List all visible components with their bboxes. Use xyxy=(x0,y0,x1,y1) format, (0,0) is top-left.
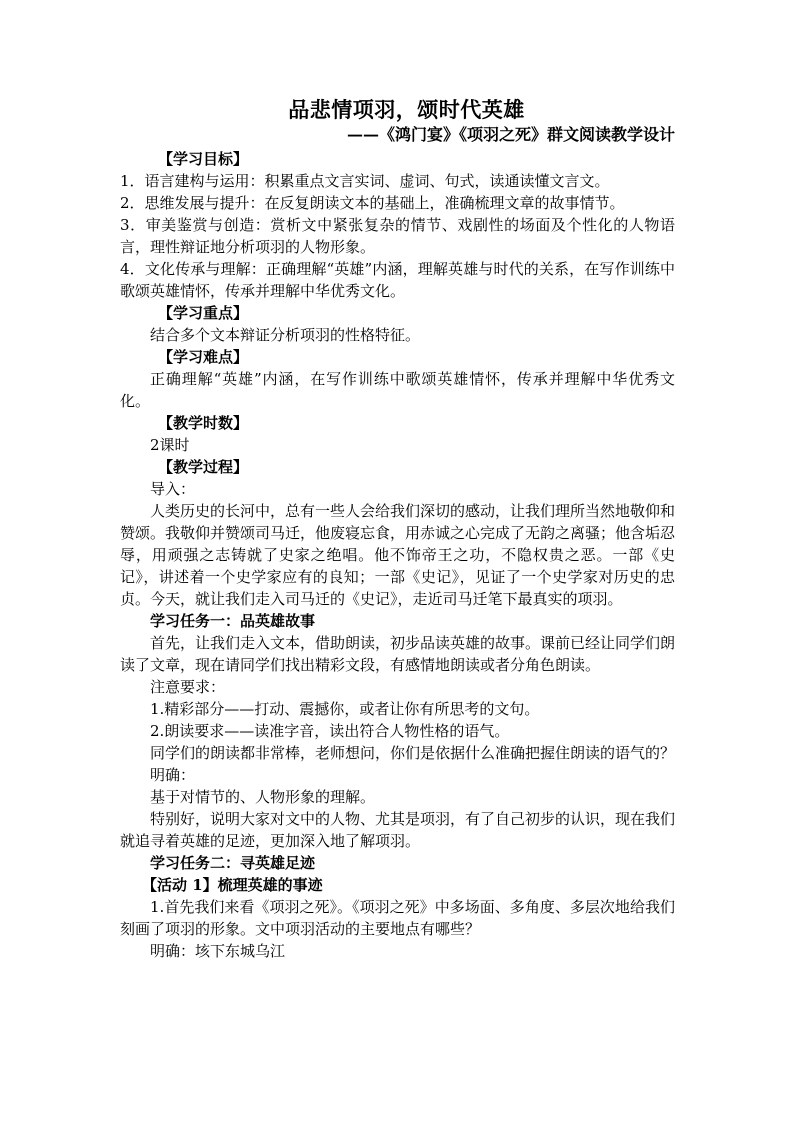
goal-item: 3．审美鉴赏与创造：赏析文中紧张复杂的情节、戏剧性的场面及个性化的人物语言，理性辩证地分析项羽的人物形象。 xyxy=(120,216,675,256)
key-heading: 【学习重点】 xyxy=(158,304,249,322)
task1-text: 首先，让我们走入文本，借助朗读，初步品读英雄的故事。课前已经让同学们朗读了文章，现在请同学们找出精彩文段，有感情地朗读或者分角色朗读。 xyxy=(120,634,676,674)
notice-item: 2.朗读要求——读准字音，读出符合人物性格的语气。 xyxy=(150,722,510,740)
activity1-text: 1.首先我们来看《项羽之死》。《项羽之死》中多场面、多角度、多层次地给我们刻画了项羽的形象。文中项羽活动的主要地点有哪些？ xyxy=(120,898,675,938)
goal-item: 1．语言建构与运用：积累重点文言实词、虚词、句式，读通读懂文言文。 xyxy=(120,172,610,190)
page-subtitle: ——《鸿门宴》《项羽之死》群文阅读教学设计 xyxy=(346,125,675,144)
difficulty-text: 正确理解“英雄”内涵，在写作训练中歌颂英雄情怀，传承并理解中华优秀文化。 xyxy=(120,370,675,410)
question-text: 同学们的朗读都非常棒，老师想问，你们是依据什么准确把握住朗读的语气的？ xyxy=(150,744,676,762)
hours-text: 2课时 xyxy=(150,436,190,454)
clear-label: 明确： xyxy=(150,766,196,784)
goal-item: 4．文化传承与理解：正确理解“英雄”内涵，理解英雄与时代的关系，在写作训练中歌颂英雄情怀，传承并理解中华优秀文化。 xyxy=(120,260,675,300)
answer-text: 基于对情节的、人物形象的理解。 xyxy=(150,788,376,806)
intro-label: 导入： xyxy=(150,480,196,498)
activity1-heading: 【活动 1】梳理英雄的事迹 xyxy=(142,876,323,894)
task2-heading: 学习任务二：寻英雄足迹 xyxy=(150,854,316,872)
goals-heading: 【学习目标】 xyxy=(158,150,249,168)
difficulty-heading: 【学习难点】 xyxy=(158,348,249,366)
goal-item: 2．思维发展与提升：在反复朗读文本的基础上，准确梳理文章的故事情节。 xyxy=(120,194,625,212)
intro-text: 人类历史的长河中，总有一些人会给我们深切的感动，让我们理所当然地敬仰和赞颂。我敬仰并赞颂司马迁，他废寝忘食，用赤诚之心完成了无韵之离骚；他含垢忍辱，用顽强之志铸就了史家之绝唱。他不饰帝王之功，不隐权贵之恶。一部《史记》，讲述着一个史学家应有的良知；一部《史记》，见证了一个史学家对历史的忠贞。今天，就让我们走入司马迁的《史记》，走近司马迁笔下最真实的项羽。 xyxy=(120,502,676,608)
page-title: 品悲情项羽，颂时代英雄 xyxy=(288,97,525,122)
hours-heading: 【教学时数】 xyxy=(158,414,249,432)
notice-item: 1.精彩部分——打动、震撼你，或者让你有所思考的文句。 xyxy=(150,700,540,718)
praise-text: 特别好，说明大家对文中的人物、尤其是项羽，有了自己初步的认识，现在我们就追寻着英雄的足迹，更加深入地了解项羽。 xyxy=(120,810,676,850)
task1-heading: 学习任务一：品英雄故事 xyxy=(150,612,316,630)
notice-label: 注意要求： xyxy=(150,678,226,696)
key-text: 结合多个文本辩证分析项羽的性格特征。 xyxy=(150,326,421,344)
final-clear-text: 明确：垓下东城乌江 xyxy=(150,942,286,960)
document-body xyxy=(120,96,675,962)
process-heading: 【教学过程】 xyxy=(158,458,249,476)
